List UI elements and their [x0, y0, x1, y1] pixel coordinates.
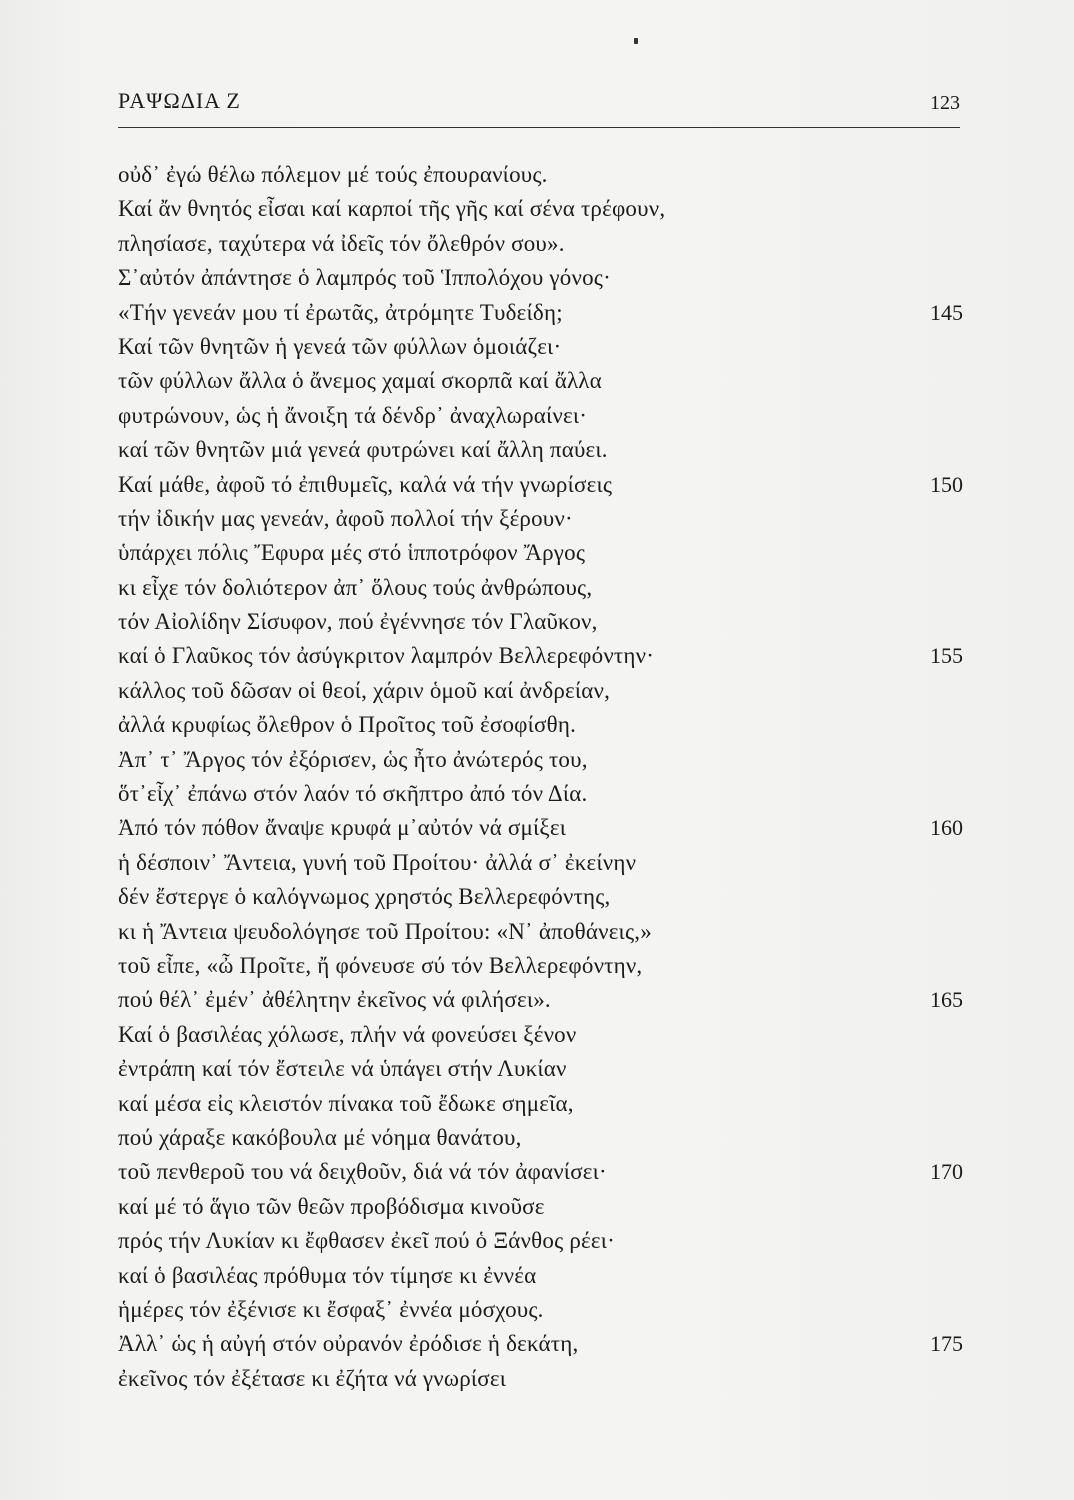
verse-line — [118, 880, 963, 914]
verse-text: καί ὁ βασιλέας πρόθυμα τόν τίμησε κι ἐννέα — [118, 1262, 537, 1288]
verse-line — [118, 915, 963, 949]
header-rule — [118, 127, 960, 128]
verse-line — [118, 1224, 963, 1258]
verse-text: δέν ἔστεργε ὁ καλόγνωμος χρηστός Βελλερεφόντης, — [118, 884, 611, 910]
verse-text: Ἀπό τόν πόθον ἄναψε κρυφά μ᾽αὐτόν νά σμίξει — [118, 815, 567, 841]
verse-line — [118, 158, 963, 192]
verse-text: καί τῶν θνητῶν μιά γενεά φυτρώνει καί ἄλλη παύει. — [118, 437, 608, 463]
verse-text: κι εἶχε τόν δολιότερον ἀπ᾽ ὅλους τούς ἀνθρώπους, — [118, 574, 593, 600]
verse-text: ἡ δέσποιν᾽ Ἄντεια, γυνή τοῦ Προίτου· ἀλλά σ᾽ ἐκείνην — [118, 849, 637, 875]
line-number: 160 — [930, 815, 963, 841]
verse-text: οὐδ᾽ ἐγώ θέλω πόλεμον μέ τούς ἐπουρανίους. — [118, 162, 548, 187]
line-number: 145 — [930, 299, 963, 325]
verse-text: τοῦ εἶπε, «ὦ Προῖτε, ἤ φόνευσε σύ τόν Βελλερεφόντην, — [118, 952, 643, 978]
verse-text: τόν Αἰολίδην Σίσυφον, πού ἐγέννησε τόν Γλαῦκον, — [118, 609, 598, 635]
verse-text: κάλλος τοῦ δῶσαν οἱ θεοί, χάριν ὁμοῦ καί ἀνδρείαν, — [118, 677, 611, 703]
verse-text: καί μέ τό ἅγιο τῶν θεῶν προβόδισμα κινοῦσε — [118, 1193, 545, 1219]
verse-line — [118, 743, 963, 777]
verse-line — [118, 227, 963, 261]
verse-text: φυτρώνουν, ὡς ἡ ἄνοιξη τά δένδρ᾽ ἀναχλωραίνει· — [118, 402, 588, 428]
verse-line — [118, 777, 963, 811]
verse-line — [118, 399, 963, 433]
verse-text: ἀλλά κρυφίως ὄλεθρον ὁ Προῖτος τοῦ ἐσοφίσθη. — [118, 712, 577, 738]
verse-text: καί ὁ Γλαῦκος τόν ἀσύγκριτον λαμπρόν Βελλερεφόντην· — [118, 643, 655, 669]
verse-line — [118, 571, 963, 605]
verse-text: πού χάραξε κακόβουλα μέ νόημα θανάτου, — [118, 1124, 522, 1150]
verse-list — [118, 158, 963, 1396]
line-number: 165 — [930, 987, 963, 1013]
verse-text: τῶν φύλλων ἄλλα ὁ ἄνεμος χαμαί σκορπᾶ καί ἄλλα — [118, 368, 602, 394]
verse-text: «Τήν γενεάν μου τί ἐρωτᾶς, ἀτρόμητε Τυδείδη; — [118, 299, 563, 325]
line-number: 150 — [930, 471, 963, 497]
verse-text: Σ᾽αὐτόν ἀπάντησε ὁ λαμπρός τοῦ Ἱππολόχου γόνος· — [118, 265, 611, 291]
verse-line — [118, 502, 963, 536]
verse-line — [118, 1121, 963, 1155]
verse-line — [118, 605, 963, 639]
verse-line — [118, 708, 963, 742]
ink-speck — [634, 38, 638, 44]
verse-line — [118, 261, 963, 295]
verse-line — [118, 536, 963, 570]
verse-text: κι ἡ Ἄντεια ψευδολόγησε τοῦ Προίτου: «Ν᾽ ἀποθάνεις,» — [118, 918, 652, 944]
verse-text: πού θέλ᾽ ἐμέν᾽ ἀθέλητην ἐκεῖνος νά φιλήσει». — [118, 987, 551, 1013]
verse-text: Ἀλλ᾽ ὡς ἡ αὐγή στόν οὐρανόν ἐρόδισε ἡ δεκάτη, — [118, 1331, 579, 1357]
verse-line — [118, 674, 963, 708]
verse-line — [118, 1087, 963, 1121]
verse-line — [118, 296, 963, 330]
verse-line — [118, 1052, 963, 1086]
verse-text: Καί μάθε, ἀφοῦ τό ἐπιθυμεῖς, καλά νά τήν γνωρίσεις — [118, 471, 613, 497]
verse-line — [118, 1259, 963, 1293]
running-head: ΡΑΨΩΔΙΑ Ζ — [118, 88, 241, 113]
line-number: 170 — [930, 1159, 963, 1185]
verse-line — [118, 433, 963, 467]
verse-line — [118, 1018, 963, 1052]
verse-text: τήν ἰδικήν μας γενεάν, ἀφοῦ πολλοί τήν ξέρουν· — [118, 505, 573, 531]
verse-text: Καί ἄν θνητός εἶσαι καί καρποί τῆς γῆς καί σένα τρέφουν, — [118, 196, 666, 222]
verse-line — [118, 1362, 963, 1396]
verse-text: ἡμέρες τόν ἐξένισε κι ἔσφαξ᾽ ἐννέα μόσχους. — [118, 1296, 544, 1322]
verse-line — [118, 811, 963, 845]
verse-text: Ἀπ᾽ τ᾽ Ἄργος τόν ἐξόρισεν, ὡς ἦτο ἀνώτερός του, — [118, 746, 588, 772]
verse-line — [118, 846, 963, 880]
verse-line — [118, 1190, 963, 1224]
verse-line — [118, 983, 963, 1017]
verse-line — [118, 192, 963, 226]
verse-text: ὅτ᾽εἶχ᾽ ἐπάνω στόν λαόν τό σκῆπτρο ἀπό τόν Δία. — [118, 781, 588, 807]
page-number: 123 — [930, 92, 960, 114]
verse-line — [118, 1293, 963, 1327]
verse-line — [118, 468, 963, 502]
verse-text: ἐντράπη καί τόν ἔστειλε νά ὑπάγει στήν Λυκίαν — [118, 1056, 567, 1082]
page-header — [118, 88, 960, 128]
verse-line — [118, 1327, 963, 1361]
verse-line — [118, 639, 963, 673]
line-number: 175 — [930, 1331, 963, 1357]
verse-text: ὑπάρχει πόλις Ἔφυρα μές στό ἱπποτρόφον Ἄργος — [118, 540, 586, 566]
verse-text: πλησίασε, ταχύτερα νά ἰδεῖς τόν ὄλεθρόν σου». — [118, 230, 565, 256]
verse-text: τοῦ πενθεροῦ του νά δειχθοῦν, διά νά τόν ἀφανίσει· — [118, 1159, 607, 1185]
verse-text: Καί ὁ βασιλέας χόλωσε, πλήν νά φονεύσει ξένον — [118, 1021, 577, 1047]
verse-line — [118, 330, 963, 364]
verse-text: καί μέσα εἰς κλειστόν πίνακα τοῦ ἔδωκε σημεῖα, — [118, 1090, 574, 1116]
verse-text: Καί τῶν θνητῶν ἡ γενεά τῶν φύλλων ὁμοιάζει· — [118, 333, 562, 359]
verse-line — [118, 949, 963, 983]
verse-text: πρός τήν Λυκίαν κι ἔφθασεν ἐκεῖ πού ὁ Ξάνθος ρέει· — [118, 1228, 615, 1254]
verse-line — [118, 1155, 963, 1189]
verse-line — [118, 364, 963, 398]
verse-text: ἐκεῖνος τόν ἐξέτασε κι ἐζήτα νά γνωρίσει — [118, 1365, 507, 1391]
line-number: 155 — [930, 643, 963, 669]
